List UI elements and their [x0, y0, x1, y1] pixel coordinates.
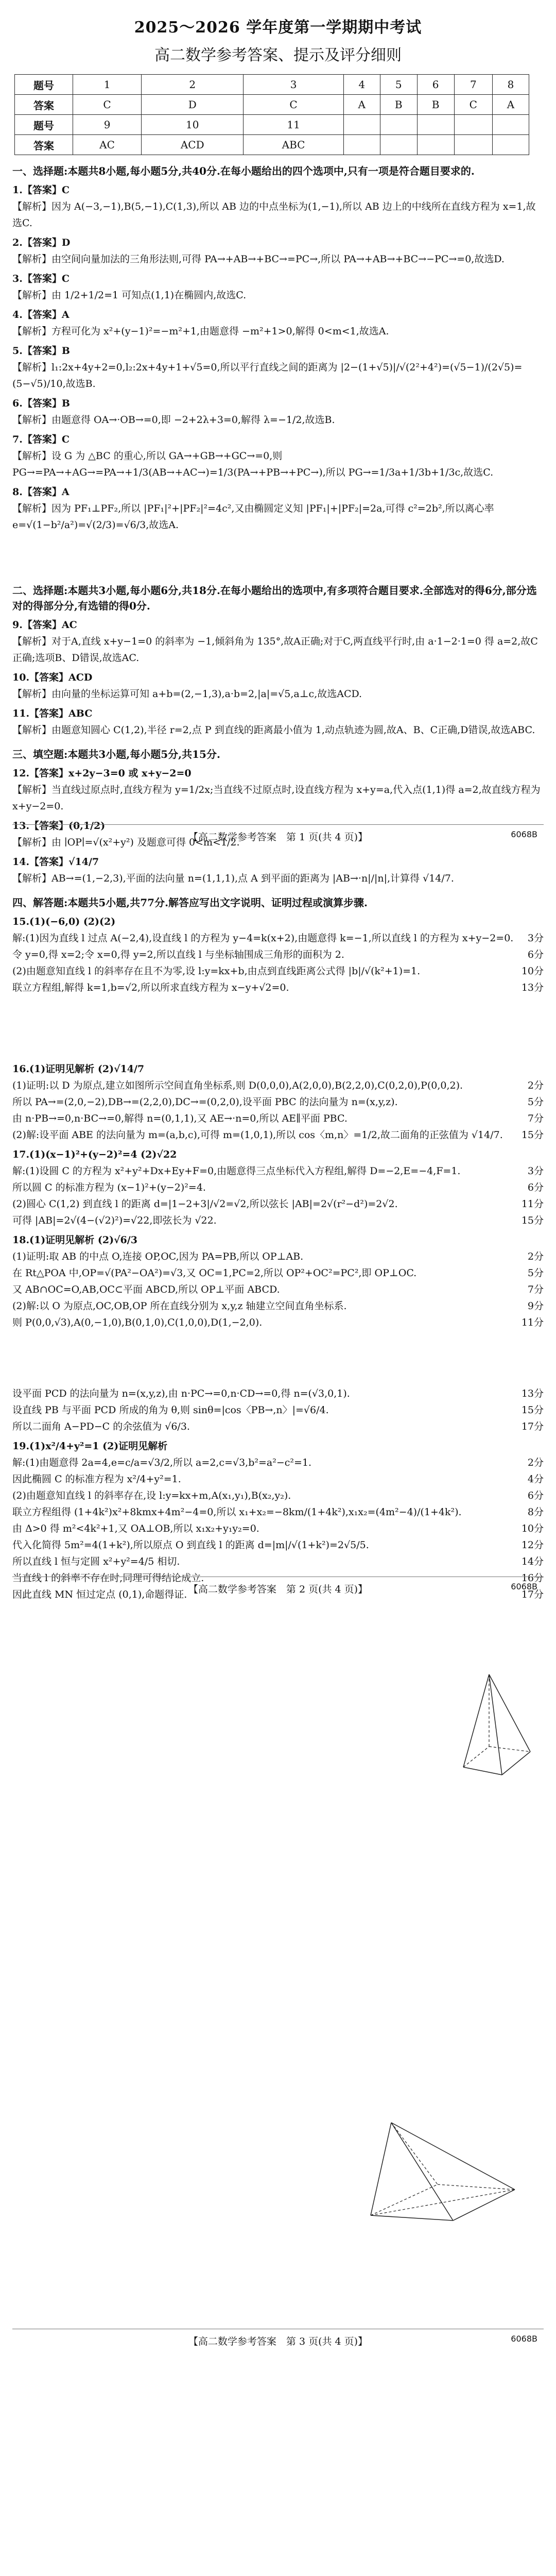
- question-15: [12, 913, 544, 996]
- step-text: 解:(1)因为直线 l 过点 A(−2,4),设直线 l 的方程为 y−4=k(x+2),由题意得 k=−1,所以直线 l 的方程为 x+y−2=0.: [12, 933, 514, 944]
- step-text: (2)解:设平面 ABE 的法向量为 m=(a,b,c),可得 m=(1,0,1),所以 cos〈m,n〉=1/2,故二面角的正弦值为 √14/7.: [12, 1129, 503, 1141]
- solution-step: [12, 1298, 544, 1314]
- score-mark: 15分: [521, 1129, 544, 1141]
- step-text: (1)证明:取 AB 的中点 O,连接 OP,OC,因为 PA=PB,所以 OP⊥AB.: [12, 1251, 304, 1262]
- table-cell: D: [142, 95, 244, 115]
- analysis-text: 【解析】当直线过原点时,直线方程为 y=1/2x;当直线不过原点时,设直线方程为 x+y=a,代入点(1,1)得 a=2,故直线方程为 x+y−2=0.: [12, 784, 541, 812]
- answer-label: 8.【答案】A: [12, 486, 70, 498]
- table-cell-label: 答案: [15, 95, 73, 115]
- step-text: 所以 PA→=(2,0,−2),DB→=(2,2,0),DC→=(0,2,0),设平面 PBC 的法向量为 n=(x,y,z).: [12, 1096, 398, 1108]
- score-mark: 3分: [527, 1165, 544, 1177]
- step-text: 设平面 PCD 的法向量为 n=(x,y,z),由 n·PC→=0,n·CD→=0,得 n=(√3,0,1).: [12, 1388, 350, 1399]
- score-mark: 15分: [521, 1404, 544, 1416]
- question-5: [12, 343, 544, 392]
- solution-step: [12, 1504, 544, 1520]
- table-row: [15, 115, 529, 135]
- analysis-text: 【解析】由向量的坐标运算可知 a+b=(2,−1,3),a·b=2,|a|=√5,a⊥c,故选ACD.: [12, 688, 362, 700]
- step-text: 则 P(0,0,√3),A(0,−1,0),B(0,1,0),C(1,0,0),D(1,−2,0).: [12, 1317, 263, 1328]
- step-text: 联立方程组得 (1+4k²)x²+8kmx+4m²−4=0,所以 x₁+x₂=−8km/(1+4k²),x₁x₂=(4m²−4)/(1+4k²).: [12, 1506, 462, 1518]
- table-cell: AC: [73, 135, 142, 155]
- footer-page-label: 【高二数学参考答案 第 2 页(共 4 页)】: [188, 1584, 368, 1595]
- score-mark: 12分: [521, 1539, 544, 1551]
- solution-step: [12, 1385, 544, 1402]
- score-mark: 2分: [527, 1457, 544, 1468]
- analysis-text: 【解析】AB→=(1,−2,3),平面的法向量 n=(1,1,1),点 A 到平面的距离为 |AB→·n|/|n|,计算得 √14/7.: [12, 873, 454, 884]
- step-text: 由 n·PB→=0,n·BC→=0,解得 n=(0,1,1),又 AE→·n=0,所以 AE∥平面 PBC.: [12, 1113, 348, 1124]
- step-text: (2)圆心 C(1,2) 到直线 l 的距离 d=|1−2+3|/√2=√2,所以弦长 |AB|=2√(r²−d²)=2√2.: [12, 1198, 398, 1210]
- score-mark: 2分: [527, 1251, 544, 1262]
- answer-label: 16.(1)证明见解析 (2)√14/7: [12, 1063, 145, 1075]
- score-mark: 2分: [527, 1080, 544, 1091]
- solution-step: [12, 1248, 544, 1265]
- score-mark: 16分: [521, 1572, 544, 1584]
- score-mark: 11分: [521, 1198, 544, 1210]
- table-cell-empty: [380, 115, 417, 135]
- analysis-text: 【解析】由 1/2+1/2=1 可知点(1,1)在椭圆内,故选C.: [12, 290, 247, 301]
- analysis-text: 【解析】因为 PF₁⊥PF₂,所以 |PF₁|²+|PF₂|²=4c²,又由椭圆定义知 |PF₁|+|PF₂|=2a,可得 c²=2b²,所以离心率 e=√(1−b²/a²)=√(2/3)=√6/3,故选A.: [12, 503, 494, 531]
- answer-label: 14.【答案】√14/7: [12, 856, 99, 868]
- solution-step: [12, 1537, 544, 1553]
- score-mark: 11分: [521, 1317, 544, 1328]
- solution-step: [12, 1454, 544, 1471]
- answer-label: 2.【答案】D: [12, 237, 71, 248]
- section-heading: 二、选择题:本题共3小题,每小题6分,共18分.在每小题给出的选项中,有多项符合题目要求.全部选对的得6分,部分选对的得部分分,有选错的得0分.: [12, 584, 537, 612]
- solution-step: [12, 1163, 544, 1179]
- solution-step: [12, 946, 544, 963]
- table-cell-label: 答案: [15, 135, 73, 155]
- analysis-text: 【解析】l₁:2x+4y+2=0,l₂:2x+4y+1+√5=0,所以平行直线之间的距离为 |2−(1+√5)|/√(2²+4²)=(√5−1)/(2√5)=(5−√5)/10,故选B.: [12, 362, 523, 389]
- step-text: 解:(1)由题意得 2a=4,e=c/a=√3/2,所以 a=2,c=√3,b²=a²−c²=1.: [12, 1457, 312, 1468]
- solution-step: [12, 1127, 544, 1143]
- footer-code: 6068B: [511, 829, 537, 839]
- question-10: [12, 669, 544, 702]
- question-2: [12, 234, 544, 267]
- score-mark: 4分: [527, 1473, 544, 1485]
- question-9: [12, 617, 544, 666]
- table-cell: B: [417, 95, 454, 115]
- question-7: [12, 431, 544, 481]
- score-mark: 5分: [527, 1096, 544, 1108]
- table-cell: 6: [417, 75, 454, 95]
- table-cell: 11: [244, 115, 343, 135]
- analysis-text: 【解析】方程可化为 x²+(y−1)²=−m²+1,由题意得 −m²+1>0,解得 0<m<1,故选A.: [12, 326, 389, 337]
- table-cell: 10: [142, 115, 244, 135]
- question-18: [12, 1232, 544, 1331]
- score-mark: 15分: [521, 1215, 544, 1226]
- analysis-text: 【解析】对于A,直线 x+y−1=0 的斜率为 −1,倾斜角为 135°,故A正确;对于C,两直线平行时,由 a·1−2·1=0 得 a=2,故C正确;选项B、D错误,故选AC.: [12, 636, 538, 664]
- score-mark: 13分: [521, 1388, 544, 1399]
- step-text: 因此直线 MN 恒过定点 (0,1),命题得证.: [12, 1589, 187, 1600]
- solution-step: [12, 1487, 544, 1504]
- solution-step: [12, 1196, 544, 1212]
- question-1: [12, 182, 544, 231]
- table-row: [15, 75, 529, 95]
- question-4: [12, 307, 544, 340]
- answer-label: 7.【答案】C: [12, 434, 70, 445]
- section-heading: 三、填空题:本题共3小题,每小题5分,共15分.: [12, 748, 220, 760]
- step-text: (2)解:以 O 为原点,OC,OB,OP 所在直线分别为 x,y,z 轴建立空间直角坐标系.: [12, 1300, 347, 1312]
- table-cell-label: 题号: [15, 115, 73, 135]
- table-cell-empty: [493, 135, 529, 155]
- table-cell: 1: [73, 75, 142, 95]
- solution-step: [12, 930, 544, 946]
- solution-step: [12, 1179, 544, 1196]
- step-text: 所以直线 l 恒与定圆 x²+y²=4/5 相切.: [12, 1556, 180, 1567]
- table-cell-label: 题号: [15, 75, 73, 95]
- solution-step: [12, 1553, 544, 1570]
- answer-label: 13.【答案】(0,1/2): [12, 820, 106, 832]
- table-cell: ACD: [142, 135, 244, 155]
- answer-label: 10.【答案】ACD: [12, 672, 93, 683]
- score-mark: 10分: [521, 1523, 544, 1534]
- footer-divider: [12, 824, 544, 825]
- step-text: 所以二面角 A−PD−C 的余弦值为 √6/3.: [12, 1421, 190, 1432]
- score-mark: 9分: [527, 1300, 544, 1312]
- step-text: 令 y=0,得 x=2;令 x=0,得 y=2,所以直线 l 与坐标轴围成三角形的面积为 2.: [12, 949, 344, 960]
- table-cell: 9: [73, 115, 142, 135]
- step-text: 当直线 l 的斜率不存在时,同理可得结论成立.: [12, 1572, 204, 1584]
- solution-step: [12, 1281, 544, 1298]
- table-cell-empty: [343, 135, 380, 155]
- step-text: 解:(1)设圆 C 的方程为 x²+y²+Dx+Ey+F=0,由题意得三点坐标代入方程组,解得 D=−2,E=−4,F=1.: [12, 1165, 461, 1177]
- solution-step: [12, 1212, 544, 1229]
- answer-label: 5.【答案】B: [12, 345, 70, 357]
- score-mark: 13分: [521, 982, 544, 993]
- solution-step: [12, 1471, 544, 1487]
- table-cell: 8: [493, 75, 529, 95]
- table-row: [15, 95, 529, 115]
- score-mark: 7分: [527, 1113, 544, 1124]
- answer-label: 4.【答案】A: [12, 309, 70, 320]
- table-cell: A: [493, 95, 529, 115]
- question-6: [12, 395, 544, 428]
- answer-label: 12.【答案】x+2y−3=0 或 x+y−2=0: [12, 768, 192, 779]
- answer-label: 15.(1)(−6,0) (2)(2): [12, 916, 116, 927]
- solution-step: [12, 1110, 544, 1127]
- table-cell: C: [73, 95, 142, 115]
- table-cell: C: [244, 95, 343, 115]
- question-18-continued: [12, 1385, 544, 1435]
- solution-step: [12, 1418, 544, 1435]
- score-mark: 8分: [527, 1506, 544, 1518]
- score-mark: 6分: [527, 1490, 544, 1501]
- footer-code: 6068B: [511, 2334, 537, 2344]
- page-footer: [0, 1577, 556, 1600]
- solution-step: [12, 1520, 544, 1537]
- score-mark: 3分: [527, 933, 544, 944]
- step-text: 由 Δ>0 得 m²<4k²+1,又 OA⊥OB,所以 x₁x₂+y₁y₂=0.: [12, 1523, 259, 1534]
- score-mark: 10分: [521, 965, 544, 977]
- step-text: 所以圆 C 的标准方程为 (x−1)²+(y−2)²=4.: [12, 1182, 206, 1193]
- question-12: [12, 765, 544, 815]
- step-text: 因此椭圆 C 的标准方程为 x²/4+y²=1.: [12, 1473, 181, 1485]
- footer-code: 6068B: [511, 1582, 537, 1591]
- answer-table: [14, 74, 529, 155]
- table-cell-empty: [417, 115, 454, 135]
- page-footer: [0, 824, 556, 848]
- analysis-text: 【解析】因为 A(−3,−1),B(5,−1),C(1,3),所以 AB 边的中点坐标为(1,−1),所以 AB 边上的中线所在直线方程为 x=1,故选C.: [12, 201, 536, 229]
- table-cell: 7: [454, 75, 492, 95]
- score-mark: 17分: [521, 1421, 544, 1432]
- analysis-text: 【解析】由题意得 OA→·OB→=0,即 −2+2λ+3=0,解得 λ=−1/2,故选B.: [12, 414, 335, 426]
- page-footer: [0, 2329, 556, 2352]
- table-cell-empty: [454, 135, 492, 155]
- solution-step: [12, 963, 544, 979]
- score-mark: 6分: [527, 1182, 544, 1193]
- table-cell-empty: [380, 135, 417, 155]
- solution-step: [12, 1077, 544, 1094]
- table-cell-empty: [417, 135, 454, 155]
- solution-step: [12, 1402, 544, 1418]
- step-text: 设直线 PB 与平面 PCD 所成的角为 θ,则 sinθ=|cos〈PB→,n〉|=√6/4.: [12, 1404, 329, 1416]
- answer-label: 6.【答案】B: [12, 398, 70, 409]
- table-cell-empty: [343, 115, 380, 135]
- page-title: 2025～2026 学年度第一学期期中考试: [134, 19, 422, 37]
- answer-label: 11.【答案】ABC: [12, 708, 93, 719]
- question-8: [12, 484, 544, 533]
- table-cell: B: [380, 95, 417, 115]
- answer-label: 9.【答案】AC: [12, 619, 77, 631]
- analysis-text: 【解析】由空间向量加法的三角形法则,可得 PA→+AB→+BC→=PC→,所以 PA→+AB→+BC→−PC→=0,故选D.: [12, 253, 505, 265]
- table-cell: 5: [380, 75, 417, 95]
- table-cell: 2: [142, 75, 244, 95]
- score-mark: 17分: [521, 1589, 544, 1600]
- step-text: 联立方程组,解得 k=1,b=√2,所以所求直线方程为 x−y+√2=0.: [12, 982, 289, 993]
- step-text: 代入化简得 5m²=4(1+k²),所以原点 O 到直线 l 的距离 d=|m|/√(1+k²)=2√5/5.: [12, 1539, 369, 1551]
- score-mark: 6分: [527, 949, 544, 960]
- section-heading: 一、选择题:本题共8小题,每小题5分,共40分.在每小题给出的四个选项中,只有一项是符合题目要求的.: [12, 165, 475, 177]
- question-11: [12, 705, 544, 738]
- answer-label: 3.【答案】C: [12, 273, 70, 284]
- solution-step: [12, 979, 544, 996]
- question-17: [12, 1146, 544, 1229]
- table-cell: 3: [244, 75, 343, 95]
- answer-label: 1.【答案】C: [12, 184, 70, 196]
- page-subtitle: 高二数学参考答案、提示及评分细则: [154, 46, 402, 64]
- table-cell-empty: [454, 115, 492, 135]
- step-text: (1)证明:以 D 为原点,建立如图所示空间直角坐标系,则 D(0,0,0),A(2,0,0),B(2,2,0),C(0,2,0),P(0,0,2).: [12, 1080, 463, 1091]
- solution-step: [12, 1094, 544, 1110]
- score-mark: 14分: [521, 1556, 544, 1567]
- analysis-text: 【解析】由 ∣OP∣=√(x²+y²) 及题意可得 0<m<1/2.: [12, 837, 240, 848]
- step-text: 可得 |AB|=2√(4−(√2)²)=√22,即弦长为 √22.: [12, 1215, 217, 1226]
- footer-page-label: 【高二数学参考答案 第 1 页(共 4 页)】: [188, 832, 368, 843]
- solution-step: [12, 1265, 544, 1281]
- score-mark: 7分: [527, 1284, 544, 1295]
- question-3: [12, 270, 544, 303]
- answer-label: 19.(1)x²/4+y²=1 (2)证明见解析: [12, 1440, 168, 1452]
- step-text: 又 AB∩OC=O,AB,OC⊂平面 ABCD,所以 OP⊥平面 ABCD.: [12, 1284, 280, 1295]
- step-text: 在 Rt△POA 中,OP=√(PA²−OA²)=√3,又 OC=1,PC=2,所以 OP²+OC²=PC²,即 OP⊥OC.: [12, 1267, 417, 1279]
- solution-step: [12, 1314, 544, 1331]
- question-14: [12, 854, 544, 887]
- table-cell: ABC: [244, 135, 343, 155]
- step-text: (2)由题意知直线 l 的斜率存在,设 l:y=kx+m,A(x₁,y₁),B(x₂,y₂).: [12, 1490, 291, 1501]
- pyramid-figure-1: [453, 1669, 541, 1785]
- analysis-text: 【解析】设 G 为 △BC 的重心,所以 GA→+GB→+GC→=0,则 PG→=PA→+AG→=PA→+1/3(AB→+AC→)=1/3(PA→+PB→+PC→),所以 PG→=1/3a+1/3b+1/3c,故选C.: [12, 450, 494, 478]
- score-mark: 5分: [527, 1267, 544, 1279]
- step-text: (2)由题意知直线 l 的斜率存在且不为零,设 l:y=kx+b,由点到直线距离公式得 |b|/√(k²+1)=1.: [12, 965, 421, 977]
- footer-page-label: 【高二数学参考答案 第 3 页(共 4 页)】: [188, 2336, 368, 2347]
- table-cell: A: [343, 95, 380, 115]
- answer-label: 18.(1)证明见解析 (2)√6/3: [12, 1234, 137, 1246]
- document-header: [0, 0, 556, 65]
- analysis-text: 【解析】由题意知圆心 C(1,2),半径 r=2,点 P 到直线的距离最小值为 1,动点轨迹为圆,故A、B、C正确,D错误,故选ABC.: [12, 724, 535, 736]
- question-16: [12, 1061, 544, 1143]
- table-cell-empty: [493, 115, 529, 135]
- table-row: [15, 135, 529, 155]
- pyramid-figure-2: [360, 2112, 530, 2238]
- table-cell: 4: [343, 75, 380, 95]
- section-heading: 四、解答题:本题共5小题,共77分.解答应写出文字说明、证明过程或演算步骤.: [12, 896, 368, 909]
- table-cell: C: [454, 95, 492, 115]
- answer-label: 17.(1)(x−1)²+(y−2)²=4 (2)√22: [12, 1149, 177, 1160]
